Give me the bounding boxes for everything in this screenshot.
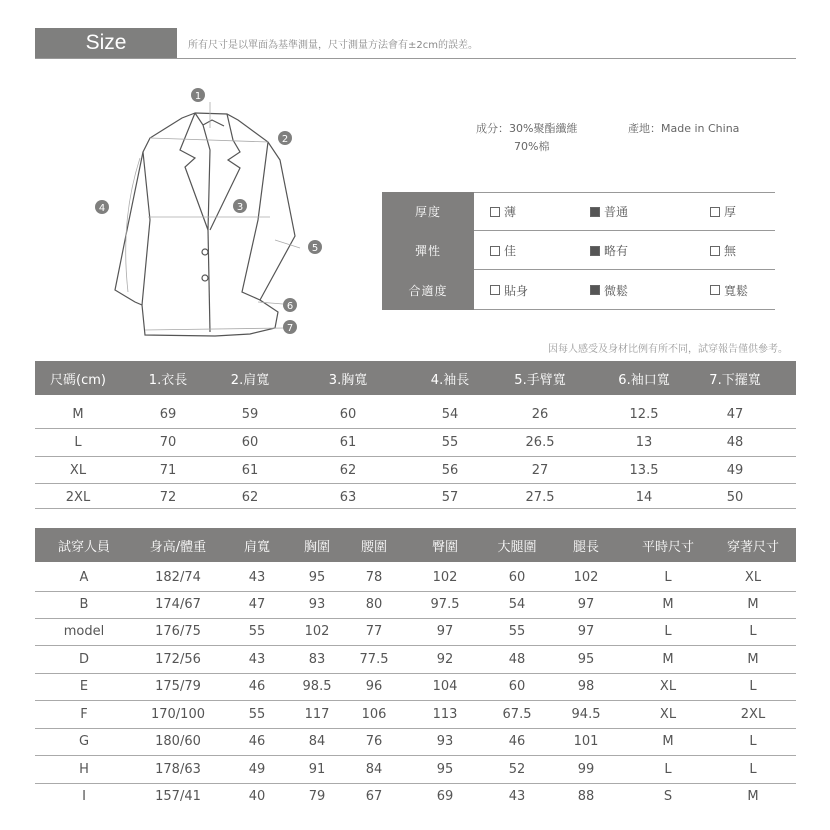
jacket-measurement-diagram <box>100 80 330 340</box>
checkbox-filled-icon <box>590 285 600 295</box>
composition-line-1: 成分：30%聚酯纖維 <box>476 122 578 135</box>
table-cell: L <box>749 734 757 749</box>
svg-text:7: 7 <box>286 323 294 334</box>
table-cell: 26.5 <box>525 435 555 450</box>
svg-text:1: 1 <box>194 91 202 102</box>
table-cell: 101 <box>573 734 599 749</box>
table-cell: M <box>747 789 759 804</box>
table-cell: 50 <box>726 490 744 505</box>
checkbox-filled-icon <box>590 207 600 217</box>
table-cell: 60 <box>339 407 357 422</box>
table-cell: 93 <box>436 734 454 749</box>
table-cell: 102 <box>432 570 458 585</box>
svg-text:3: 3 <box>236 202 244 213</box>
table-cell: 170/100 <box>150 707 206 722</box>
table-cell: 93 <box>308 597 326 612</box>
column-header: 平時尺寸 <box>641 540 695 555</box>
table-cell: 13 <box>635 435 653 450</box>
column-header: 穿著尺寸 <box>726 540 780 555</box>
fit-report-table <box>35 528 796 810</box>
table-cell: A <box>79 570 89 585</box>
table-cell: 49 <box>726 463 744 478</box>
svg-text:4: 4 <box>98 203 106 214</box>
table-cell: 59 <box>241 407 259 422</box>
column-header: 胸圍 <box>303 540 331 555</box>
table-cell: 71 <box>159 463 177 478</box>
marker-7 <box>283 320 297 334</box>
table-cell: 157/41 <box>155 789 201 804</box>
table-cell: 102 <box>573 570 599 585</box>
checkbox-empty-icon <box>710 246 720 256</box>
table-cell: L <box>664 570 672 585</box>
checkbox-empty-icon <box>710 207 720 217</box>
row-divider <box>35 508 796 509</box>
option-thick: 厚 <box>710 192 736 231</box>
table-cell: 48 <box>726 435 744 450</box>
row-divider <box>35 755 796 756</box>
fabric-label: 合適度 <box>382 270 474 310</box>
table-cell: 99 <box>577 762 595 777</box>
disclaimer-text: 因每人感受及身材比例有所不同，試穿報告僅供參考。 <box>548 344 788 355</box>
column-header: 5.手臂寬 <box>514 373 566 388</box>
column-header: 1.衣長 <box>148 373 188 388</box>
table-cell: 96 <box>365 679 383 694</box>
table-cell: M <box>662 652 674 667</box>
table-cell: 46 <box>248 734 266 749</box>
table-cell: 47 <box>726 407 744 422</box>
table-cell: 61 <box>241 463 259 478</box>
column-header: 7.下擺寬 <box>709 373 761 388</box>
table-cell: 78 <box>365 570 383 585</box>
option-relaxed: 微鬆 <box>590 270 628 310</box>
composition-line-2: 70%棉 <box>514 140 550 153</box>
table-cell: 60 <box>508 679 526 694</box>
checkbox-empty-icon <box>490 207 500 217</box>
section-title: Size Information <box>35 28 177 58</box>
table-cell: 92 <box>436 652 454 667</box>
table-cell: 62 <box>241 490 259 505</box>
table-cell: model <box>63 624 105 639</box>
table-cell: H <box>79 762 89 777</box>
marker-3 <box>233 199 247 213</box>
column-header: 大腿圍 <box>497 540 537 555</box>
checkbox-empty-icon <box>490 285 500 295</box>
row-divider <box>35 783 796 784</box>
table-cell: XL <box>69 463 87 478</box>
column-header: 腰圍 <box>360 540 388 555</box>
table-cell: 63 <box>339 490 357 505</box>
table-cell: 80 <box>365 597 383 612</box>
row-divider <box>35 645 796 646</box>
table-cell: 52 <box>508 762 526 777</box>
table-cell: 174/67 <box>155 597 201 612</box>
table-cell: 77 <box>365 624 383 639</box>
column-header: 試穿人員 <box>57 540 111 555</box>
table-cell: 180/60 <box>155 734 201 749</box>
table-cell: I <box>82 789 86 804</box>
table-cell: L <box>749 762 757 777</box>
table-cell: 57 <box>441 490 459 505</box>
header-divider <box>35 58 796 59</box>
table-cell: 95 <box>577 652 595 667</box>
fabric-row-thickness <box>382 192 775 231</box>
fabric-label: 彈性 <box>382 231 474 270</box>
table-cell: 69 <box>436 789 454 804</box>
row-divider <box>35 700 796 701</box>
table-cell: 95 <box>308 570 326 585</box>
table-cell: 72 <box>159 490 177 505</box>
table-cell: XL <box>744 570 762 585</box>
table-cell: 55 <box>248 707 266 722</box>
table-cell: 55 <box>508 624 526 639</box>
table-cell: 54 <box>508 597 526 612</box>
table-cell: 46 <box>248 679 266 694</box>
option-normal: 普通 <box>590 192 628 231</box>
table-header <box>35 528 796 562</box>
table-cell: S <box>663 789 673 804</box>
column-header: 4.袖長 <box>430 373 470 388</box>
table-cell: 178/63 <box>155 762 201 777</box>
option-loose: 寬鬆 <box>710 270 748 310</box>
table-cell: 67 <box>365 789 383 804</box>
table-cell: 54 <box>441 407 459 422</box>
table-cell: 94.5 <box>571 707 601 722</box>
table-cell: 12.5 <box>629 407 659 422</box>
svg-text:2: 2 <box>281 134 289 145</box>
marker-1 <box>191 88 205 102</box>
column-header: 臀圍 <box>431 540 459 555</box>
table-cell: 40 <box>248 789 266 804</box>
svg-text:5: 5 <box>311 243 319 254</box>
table-cell: 113 <box>432 707 458 722</box>
table-cell: 69 <box>159 407 177 422</box>
marker-4 <box>95 200 109 214</box>
table-cell: 83 <box>308 652 326 667</box>
table-cell: 84 <box>365 762 383 777</box>
row-divider <box>35 591 796 592</box>
table-cell: E <box>79 679 89 694</box>
table-cell: 95 <box>436 762 454 777</box>
column-header: 肩寬 <box>243 540 271 555</box>
table-cell: 2XL <box>65 490 91 505</box>
table-cell: F <box>80 707 88 722</box>
table-cell: G <box>78 734 90 749</box>
table-header <box>35 361 796 395</box>
table-cell: 97 <box>577 597 595 612</box>
checkbox-empty-icon <box>710 285 720 295</box>
table-cell: 102 <box>304 624 330 639</box>
option-fitted: 貼身 <box>490 270 528 310</box>
table-cell: M <box>662 597 674 612</box>
row-divider <box>35 483 796 484</box>
option-good: 佳 <box>490 231 516 270</box>
table-cell: 91 <box>308 762 326 777</box>
table-cell: 77.5 <box>359 652 389 667</box>
option-none: 無 <box>710 231 736 270</box>
table-cell: L <box>664 762 672 777</box>
table-cell: M <box>662 734 674 749</box>
row-divider <box>35 728 796 729</box>
table-cell: 182/74 <box>155 570 201 585</box>
column-header: 腿長 <box>572 540 600 555</box>
table-cell: 60 <box>508 570 526 585</box>
table-cell: 56 <box>441 463 459 478</box>
table-cell: 97 <box>436 624 454 639</box>
table-cell: 55 <box>248 624 266 639</box>
table-cell: D <box>78 652 90 667</box>
table-cell: L <box>749 679 757 694</box>
table-cell: L <box>664 624 672 639</box>
table-cell: L <box>74 435 82 450</box>
row-divider <box>35 428 796 429</box>
measurement-note: 所有尺寸是以單面為基準測量，尺寸測量方法會有±2cm的誤差。 <box>188 40 478 51</box>
table-cell: M <box>747 652 759 667</box>
table-cell: 70 <box>159 435 177 450</box>
fabric-label: 厚度 <box>382 192 474 231</box>
table-cell: 84 <box>308 734 326 749</box>
checkbox-empty-icon <box>490 246 500 256</box>
table-cell: 97.5 <box>430 597 460 612</box>
table-cell: 172/56 <box>155 652 201 667</box>
svg-text:6: 6 <box>286 301 294 312</box>
checkbox-filled-icon <box>590 246 600 256</box>
table-cell: B <box>79 597 89 612</box>
table-cell: XL <box>659 679 677 694</box>
column-header: 身高/體重 <box>149 540 207 555</box>
table-cell: 49 <box>248 762 266 777</box>
table-cell: M <box>747 597 759 612</box>
size-table <box>35 361 796 509</box>
table-cell: 43 <box>508 789 526 804</box>
table-cell: 27 <box>531 463 549 478</box>
column-header: 尺碼(cm) <box>50 373 106 388</box>
table-cell: 88 <box>577 789 595 804</box>
table-cell: 175/79 <box>155 679 201 694</box>
table-cell: 26 <box>531 407 549 422</box>
table-cell: 43 <box>248 652 266 667</box>
table-cell: 97 <box>577 624 595 639</box>
table-cell: 76 <box>365 734 383 749</box>
fabric-row-elasticity <box>382 231 775 270</box>
table-cell: 79 <box>308 789 326 804</box>
origin: 產地：Made in China <box>628 122 740 135</box>
table-cell: XL <box>659 707 677 722</box>
option-slight: 略有 <box>590 231 628 270</box>
table-cell: 104 <box>432 679 458 694</box>
table-cell: 2XL <box>740 707 766 722</box>
table-cell: 60 <box>241 435 259 450</box>
row-divider <box>35 456 796 457</box>
marker-6 <box>283 298 297 312</box>
row-divider <box>35 673 796 674</box>
marker-5 <box>308 240 322 254</box>
column-header: 2.肩寬 <box>230 373 270 388</box>
table-cell: M <box>72 407 84 422</box>
row-divider <box>35 618 796 619</box>
table-cell: 98 <box>577 679 595 694</box>
fabric-row-fit <box>382 270 775 310</box>
table-cell: 106 <box>361 707 387 722</box>
table-cell: L <box>749 624 757 639</box>
fabric-properties-table <box>382 192 775 310</box>
composition <box>476 120 577 156</box>
table-cell: 48 <box>508 652 526 667</box>
table-cell: 14 <box>635 490 653 505</box>
table-cell: 13.5 <box>629 463 659 478</box>
table-cell: 117 <box>304 707 330 722</box>
table-cell: 43 <box>248 570 266 585</box>
table-cell: 61 <box>339 435 357 450</box>
column-header: 6.袖口寬 <box>618 373 670 388</box>
table-cell: 67.5 <box>502 707 532 722</box>
table-cell: 55 <box>441 435 459 450</box>
table-cell: 62 <box>339 463 357 478</box>
column-header: 3.胸寬 <box>328 373 368 388</box>
marker-2 <box>278 131 292 145</box>
table-cell: 46 <box>508 734 526 749</box>
table-cell: 27.5 <box>525 490 555 505</box>
table-cell: 98.5 <box>302 679 332 694</box>
option-thin: 薄 <box>490 192 516 231</box>
table-cell: 47 <box>248 597 266 612</box>
table-cell: 176/75 <box>155 624 201 639</box>
